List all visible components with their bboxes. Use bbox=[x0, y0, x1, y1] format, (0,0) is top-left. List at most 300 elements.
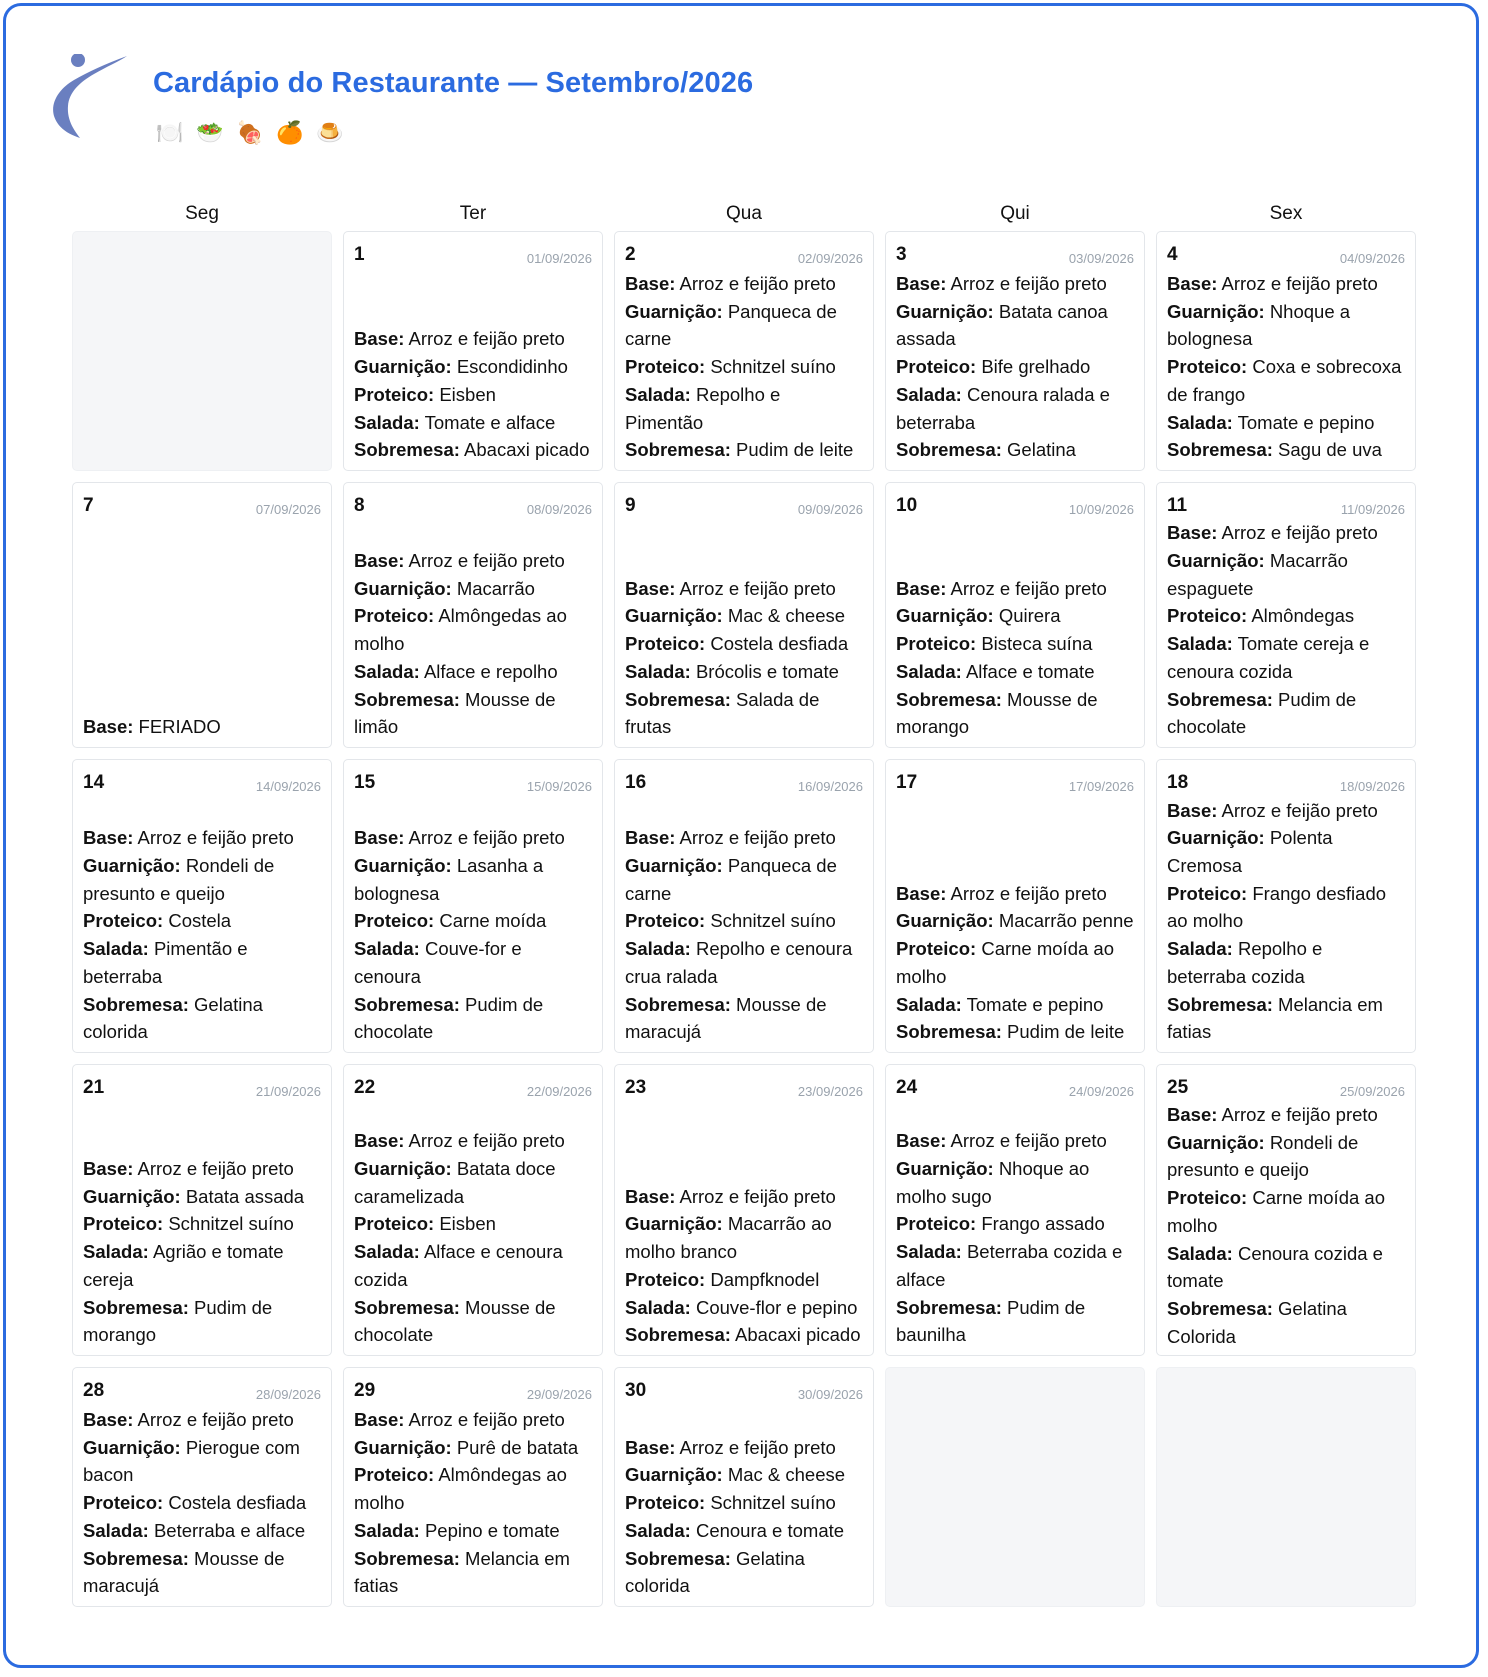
menu-value-base: Arroz e feijão preto bbox=[679, 577, 836, 599]
menu-line-guarnicao bbox=[354, 852, 592, 907]
menu-label-sobremesa: Sobremesa: bbox=[354, 993, 460, 1015]
day-date: 03/09/2026 bbox=[1068, 251, 1134, 266]
menu-label-sobremesa: Sobremesa: bbox=[625, 439, 731, 461]
day-date: 04/09/2026 bbox=[1339, 251, 1405, 266]
menu-line-proteico bbox=[83, 1489, 321, 1517]
menu-line-guarnicao bbox=[625, 852, 863, 907]
menu-label-salada: Salada: bbox=[354, 1519, 420, 1541]
menu-label-sobremesa: Sobremesa: bbox=[625, 688, 731, 710]
menu-value-proteico: Carne moída ao molho bbox=[1167, 1187, 1385, 1236]
day-cell bbox=[72, 1064, 332, 1356]
menu-value-base: Arroz e feijão preto bbox=[1221, 799, 1378, 821]
menu-value-salada: Pimentão e beterraba bbox=[83, 938, 248, 987]
weekday-label: Sex bbox=[1269, 203, 1303, 224]
plate-cutlery-icon: 🍽️ bbox=[156, 121, 184, 146]
menu-label-sobremesa: Sobremesa: bbox=[896, 688, 1002, 710]
menu-line-salada bbox=[354, 658, 592, 686]
menu-label-guarnicao: Guarnição: bbox=[354, 1158, 452, 1180]
menu-label-sobremesa: Sobremesa: bbox=[1167, 1297, 1273, 1319]
menu-line-base bbox=[625, 270, 863, 298]
menu-value-sobremesa: Melancia em fatias bbox=[1167, 993, 1383, 1043]
day-number: 16 bbox=[625, 772, 647, 793]
menu-line-sobremesa bbox=[625, 1545, 863, 1600]
day-date: 24/09/2026 bbox=[1068, 1084, 1134, 1099]
menu-value-guarnicao: Panqueca de carne bbox=[625, 855, 837, 904]
menu-label-guarnicao: Guarnição: bbox=[1167, 550, 1265, 572]
day-date: 23/09/2026 bbox=[797, 1084, 863, 1099]
day-number: 17 bbox=[896, 772, 918, 793]
menu-items bbox=[83, 713, 321, 741]
menu-items bbox=[354, 325, 592, 464]
menu-label-proteico: Proteico: bbox=[354, 1464, 435, 1486]
menu-label-sobremesa: Sobremesa: bbox=[896, 1021, 1002, 1043]
menu-line-guarnicao bbox=[1167, 298, 1405, 353]
menu-label-salada: Salada: bbox=[896, 383, 962, 405]
salad-icon: 🥗 bbox=[196, 121, 224, 146]
menu-value-proteico: Costela desfiada bbox=[710, 633, 849, 655]
menu-value-base: Arroz e feijão preto bbox=[137, 827, 294, 849]
weekday-label: Ter bbox=[459, 203, 487, 224]
menu-line-sobremesa bbox=[83, 1294, 321, 1349]
menu-value-sobremesa: Mousse de chocolate bbox=[354, 1296, 556, 1346]
menu-items bbox=[625, 575, 863, 741]
menu-value-salada: Couve-for e cenoura bbox=[354, 938, 522, 987]
menu-label-salada: Salada: bbox=[1167, 938, 1233, 960]
menu-label-guarnicao: Guarnição: bbox=[83, 1185, 181, 1207]
day-date: 02/09/2026 bbox=[797, 251, 863, 266]
menu-label-salada: Salada: bbox=[83, 1241, 149, 1263]
day-number: 15 bbox=[354, 772, 376, 793]
menu-value-base: Arroz e feijão preto bbox=[408, 1130, 565, 1152]
day-cell bbox=[614, 1064, 874, 1356]
menu-line-salada bbox=[896, 1238, 1134, 1293]
menu-line-proteico bbox=[896, 630, 1134, 658]
menu-line-proteico bbox=[896, 935, 1134, 990]
empty-day-cell bbox=[885, 1367, 1145, 1607]
menu-value-guarnicao: Batata assada bbox=[185, 1185, 305, 1207]
day-number: 3 bbox=[896, 244, 907, 265]
menu-label-guarnicao: Guarnição: bbox=[896, 605, 994, 627]
menu-items bbox=[1167, 1101, 1405, 1350]
day-cell bbox=[72, 759, 332, 1053]
menu-line-sobremesa bbox=[896, 436, 1134, 464]
day-date: 14/09/2026 bbox=[255, 779, 321, 794]
menu-label-proteico: Proteico: bbox=[354, 910, 435, 932]
menu-value-guarnicao: Escondidinho bbox=[456, 356, 568, 378]
menu-line-base bbox=[625, 1434, 863, 1462]
menu-label-proteico: Proteico: bbox=[83, 910, 164, 932]
menu-value-salada: Pepino e tomate bbox=[424, 1519, 560, 1541]
menu-label-base: Base: bbox=[1167, 799, 1218, 821]
menu-value-sobremesa: Melancia em fatias bbox=[354, 1547, 570, 1597]
menu-value-guarnicao: Mac & cheese bbox=[727, 1464, 846, 1486]
menu-label-base: Base: bbox=[83, 716, 134, 738]
menu-items bbox=[354, 824, 592, 1046]
menu-value-salada: Cenoura ralada e beterraba bbox=[896, 383, 1110, 433]
menu-value-base: Arroz e feijão preto bbox=[950, 577, 1107, 599]
menu-value-salada: Alface e cenoura cozida bbox=[354, 1241, 563, 1290]
day-date: 29/09/2026 bbox=[526, 1387, 592, 1402]
menu-value-proteico: Almôngedas ao molho bbox=[354, 605, 567, 655]
menu-line-salada bbox=[83, 1238, 321, 1293]
menu-value-sobremesa: Mousse de morango bbox=[896, 688, 1098, 738]
day-number: 23 bbox=[625, 1077, 647, 1098]
menu-value-guarnicao: Macarrão ao molho branco bbox=[625, 1213, 832, 1263]
day-date: 07/09/2026 bbox=[255, 502, 321, 517]
menu-value-proteico: Almôndegas bbox=[1251, 605, 1355, 627]
menu-line-salada bbox=[83, 935, 321, 990]
menu-value-guarnicao: Polenta Cremosa bbox=[1167, 827, 1333, 877]
day-cell bbox=[885, 759, 1145, 1053]
menu-value-salada: Beterraba e alface bbox=[153, 1519, 306, 1541]
menu-label-salada: Salada: bbox=[896, 660, 962, 682]
menu-label-proteico: Proteico: bbox=[625, 356, 706, 378]
menu-value-base: Arroz e feijão preto bbox=[408, 1409, 565, 1431]
menu-value-proteico: Schnitzel suíno bbox=[710, 356, 836, 378]
day-cell bbox=[614, 482, 874, 748]
menu-label-sobremesa: Sobremesa: bbox=[625, 1547, 731, 1569]
menu-label-proteico: Proteico: bbox=[625, 910, 706, 932]
menu-line-sobremesa bbox=[896, 1294, 1134, 1349]
menu-value-sobremesa: Abacaxi picado bbox=[464, 439, 590, 461]
menu-line-base bbox=[354, 824, 592, 852]
menu-line-salada bbox=[625, 381, 863, 436]
menu-label-salada: Salada: bbox=[83, 938, 149, 960]
menu-line-proteico bbox=[83, 1210, 321, 1238]
menu-label-guarnicao: Guarnição: bbox=[1167, 827, 1265, 849]
menu-items bbox=[1167, 270, 1405, 464]
day-cell bbox=[1156, 759, 1416, 1053]
day-number: 11 bbox=[1167, 495, 1188, 516]
menu-label-sobremesa: Sobremesa: bbox=[896, 1296, 1002, 1318]
menu-line-sobremesa bbox=[896, 1018, 1134, 1046]
day-cell bbox=[72, 482, 332, 748]
day-cell bbox=[1156, 1064, 1416, 1356]
menu-label-proteico: Proteico: bbox=[1167, 605, 1248, 627]
day-cell bbox=[885, 1064, 1145, 1356]
day-cell bbox=[885, 482, 1145, 748]
menu-label-proteico: Proteico: bbox=[354, 605, 435, 627]
menu-label-sobremesa: Sobremesa: bbox=[354, 1296, 460, 1318]
menu-line-sobremesa bbox=[625, 991, 863, 1046]
menu-label-guarnicao: Guarnição: bbox=[354, 356, 452, 378]
weekday-label: Seg bbox=[185, 203, 219, 224]
menu-value-guarnicao: Macarrão penne bbox=[998, 910, 1134, 932]
menu-items bbox=[625, 1183, 863, 1349]
menu-line-salada bbox=[1167, 630, 1405, 685]
menu-label-proteico: Proteico: bbox=[1167, 1187, 1248, 1209]
day-number: 29 bbox=[354, 1380, 376, 1401]
menu-items bbox=[625, 1434, 863, 1600]
menu-items bbox=[1167, 519, 1405, 741]
menu-value-salada: Repolho e cenoura crua ralada bbox=[625, 938, 853, 987]
menu-value-proteico: Coxa e sobrecoxa de frango bbox=[1167, 356, 1402, 405]
menu-line-guarnicao bbox=[1167, 1129, 1405, 1184]
menu-label-base: Base: bbox=[354, 328, 405, 350]
menu-label-guarnicao: Guarnição: bbox=[354, 577, 452, 599]
menu-line-salada bbox=[625, 1517, 863, 1545]
menu-label-guarnicao: Guarnição: bbox=[354, 855, 452, 877]
menu-label-proteico: Proteico: bbox=[354, 1213, 435, 1235]
empty-day-cell bbox=[72, 231, 332, 471]
orange-icon: 🍊 bbox=[276, 121, 304, 146]
menu-value-sobremesa: Pudim de morango bbox=[83, 1296, 273, 1346]
menu-line-base bbox=[1167, 270, 1405, 298]
menu-line-proteico bbox=[896, 1210, 1134, 1238]
menu-value-guarnicao: Mac & cheese bbox=[727, 605, 846, 627]
menu-value-proteico: Bisteca suína bbox=[981, 633, 1093, 655]
menu-line-salada bbox=[83, 1517, 321, 1545]
menu-line-base bbox=[896, 1127, 1134, 1155]
day-number: 24 bbox=[896, 1077, 918, 1098]
menu-line-proteico bbox=[625, 907, 863, 935]
restaurant-logo-icon bbox=[50, 54, 136, 140]
menu-label-guarnicao: Guarnição: bbox=[625, 605, 723, 627]
calendar-grid bbox=[72, 231, 1416, 1607]
menu-value-guarnicao: Macarrão bbox=[456, 577, 535, 599]
menu-line-guarnicao bbox=[1167, 824, 1405, 879]
day-cell bbox=[614, 1367, 874, 1607]
menu-value-salada: Beterraba cozida e alface bbox=[896, 1241, 1123, 1290]
day-cell bbox=[72, 1367, 332, 1607]
menu-line-guarnicao bbox=[83, 1434, 321, 1489]
menu-label-base: Base: bbox=[625, 1185, 676, 1207]
menu-value-base: Arroz e feijão preto bbox=[408, 550, 565, 572]
menu-line-base bbox=[896, 880, 1134, 908]
menu-line-guarnicao bbox=[354, 575, 592, 603]
menu-value-guarnicao: Lasanha a bolognesa bbox=[354, 855, 544, 904]
menu-line-proteico bbox=[354, 907, 592, 935]
menu-label-base: Base: bbox=[1167, 273, 1218, 295]
menu-label-guarnicao: Guarnição: bbox=[896, 300, 994, 322]
menu-line-base bbox=[625, 824, 863, 852]
menu-line-guarnicao bbox=[896, 602, 1134, 630]
menu-value-base: Arroz e feijão preto bbox=[950, 273, 1107, 295]
menu-items bbox=[625, 824, 863, 1046]
menu-value-salada: Repolho e Pimentão bbox=[625, 383, 781, 433]
menu-line-salada bbox=[625, 658, 863, 686]
menu-label-guarnicao: Guarnição: bbox=[83, 855, 181, 877]
menu-line-sobremesa bbox=[354, 991, 592, 1046]
menu-label-base: Base: bbox=[896, 1130, 947, 1152]
day-number: 28 bbox=[83, 1380, 105, 1401]
menu-line-base bbox=[354, 1127, 592, 1155]
menu-label-proteico: Proteico: bbox=[625, 633, 706, 655]
menu-line-proteico bbox=[896, 353, 1134, 381]
menu-label-guarnicao: Guarnição: bbox=[625, 855, 723, 877]
day-cell bbox=[343, 482, 603, 748]
menu-value-sobremesa: Salada de frutas bbox=[625, 688, 820, 738]
menu-value-sobremesa: Pudim de baunilha bbox=[896, 1296, 1086, 1346]
menu-value-base: Arroz e feijão preto bbox=[408, 827, 565, 849]
menu-line-sobremesa bbox=[625, 1321, 863, 1349]
day-cell bbox=[1156, 231, 1416, 471]
menu-line-salada bbox=[1167, 935, 1405, 990]
menu-value-proteico: Eisben bbox=[439, 1213, 496, 1235]
menu-label-salada: Salada: bbox=[354, 660, 420, 682]
menu-line-base bbox=[354, 325, 592, 353]
menu-line-base bbox=[83, 713, 321, 741]
menu-value-proteico: Carne moída bbox=[439, 910, 547, 932]
menu-line-sobremesa bbox=[896, 686, 1134, 741]
page-title: Cardápio do Restaurante — Setembro/2026 bbox=[153, 67, 754, 99]
menu-label-guarnicao: Guarnição: bbox=[896, 1158, 994, 1180]
menu-line-salada bbox=[354, 935, 592, 990]
empty-day-cell bbox=[1156, 1367, 1416, 1607]
menu-items bbox=[83, 1406, 321, 1600]
day-number: 10 bbox=[896, 495, 918, 516]
day-number: 1 bbox=[354, 244, 365, 265]
menu-line-guarnicao bbox=[83, 852, 321, 907]
day-cell bbox=[343, 1064, 603, 1356]
menu-label-sobremesa: Sobremesa: bbox=[1167, 688, 1273, 710]
menu-value-proteico: Schnitzel suíno bbox=[168, 1213, 294, 1235]
menu-value-base: Arroz e feijão preto bbox=[1221, 1104, 1378, 1125]
day-date: 21/09/2026 bbox=[255, 1084, 321, 1099]
menu-label-sobremesa: Sobremesa: bbox=[625, 993, 731, 1015]
day-date: 16/09/2026 bbox=[797, 779, 863, 794]
menu-line-guarnicao bbox=[354, 1155, 592, 1210]
menu-line-salada bbox=[896, 381, 1134, 436]
menu-label-base: Base: bbox=[896, 273, 947, 295]
menu-value-guarnicao: Nhoque ao molho sugo bbox=[896, 1158, 1090, 1207]
pudding-icon: 🍮 bbox=[316, 121, 344, 146]
menu-line-base bbox=[354, 547, 592, 575]
day-date: 11/09/2026 bbox=[1340, 502, 1405, 517]
menu-value-sobremesa: Gelatina colorida bbox=[625, 1547, 805, 1597]
menu-label-sobremesa: Sobremesa: bbox=[1167, 439, 1273, 461]
menu-value-guarnicao: Panqueca de carne bbox=[625, 300, 837, 350]
menu-value-salada: Repolho e beterraba cozida bbox=[1167, 938, 1323, 987]
menu-line-guarnicao bbox=[896, 1155, 1134, 1210]
menu-line-base bbox=[83, 1155, 321, 1183]
menu-line-proteico bbox=[354, 1210, 592, 1238]
menu-value-base: Arroz e feijão preto bbox=[950, 1130, 1107, 1152]
day-number: 4 bbox=[1167, 244, 1178, 265]
menu-items bbox=[896, 1127, 1134, 1349]
menu-value-proteico: Frango assado bbox=[981, 1213, 1105, 1235]
menu-value-salada: Tomate cereja e cenoura cozida bbox=[1167, 633, 1370, 682]
menu-label-salada: Salada: bbox=[354, 938, 420, 960]
menu-items bbox=[896, 575, 1134, 741]
menu-value-base: FERIADO bbox=[138, 716, 221, 738]
menu-value-salada: Couve-flor e pepino bbox=[695, 1296, 858, 1318]
menu-label-guarnicao: Guarnição: bbox=[625, 300, 723, 322]
menu-value-guarnicao: Batata doce caramelizada bbox=[354, 1158, 556, 1207]
menu-value-proteico: Bife grelhado bbox=[981, 356, 1091, 378]
menu-label-guarnicao: Guarnição: bbox=[625, 1213, 723, 1235]
menu-label-base: Base: bbox=[625, 1436, 676, 1458]
menu-label-base: Base: bbox=[625, 577, 676, 599]
menu-line-salada bbox=[625, 1294, 863, 1322]
day-cell bbox=[614, 759, 874, 1053]
menu-label-proteico: Proteico: bbox=[896, 633, 977, 655]
day-number: 21 bbox=[83, 1077, 105, 1098]
menu-value-guarnicao: Purê de batata bbox=[456, 1436, 579, 1458]
day-date: 15/09/2026 bbox=[526, 779, 592, 794]
menu-label-proteico: Proteico: bbox=[354, 383, 435, 405]
menu-label-salada: Salada: bbox=[625, 660, 691, 682]
menu-items bbox=[83, 1155, 321, 1349]
menu-label-salada: Salada: bbox=[354, 411, 420, 433]
menu-line-sobremesa bbox=[354, 686, 592, 741]
day-number: 30 bbox=[625, 1380, 647, 1401]
menu-value-guarnicao: Macarrão espaguete bbox=[1167, 550, 1348, 599]
menu-line-base bbox=[896, 575, 1134, 603]
menu-line-salada bbox=[1167, 1240, 1405, 1295]
menu-line-base bbox=[354, 1406, 592, 1434]
menu-line-base bbox=[625, 1183, 863, 1211]
menu-value-proteico: Costela desfiada bbox=[168, 1492, 307, 1514]
menu-value-sobremesa: Mousse de maracujá bbox=[625, 993, 827, 1043]
menu-items bbox=[1167, 797, 1405, 1046]
menu-label-guarnicao: Guarnição: bbox=[354, 1436, 452, 1458]
menu-label-sobremesa: Sobremesa: bbox=[83, 1547, 189, 1569]
menu-value-sobremesa: Pudim de leite bbox=[736, 439, 854, 461]
menu-label-sobremesa: Sobremesa: bbox=[83, 1296, 189, 1318]
menu-label-salada: Salada: bbox=[354, 1241, 420, 1263]
day-date: 01/09/2026 bbox=[526, 251, 592, 266]
menu-label-salada: Salada: bbox=[1167, 1242, 1233, 1264]
day-date: 25/09/2026 bbox=[1339, 1084, 1405, 1099]
menu-line-guarnicao bbox=[625, 1210, 863, 1265]
menu-label-guarnicao: Guarnição: bbox=[1167, 300, 1265, 322]
menu-value-proteico: Eisben bbox=[439, 383, 496, 405]
menu-value-proteico: Dampfknodel bbox=[710, 1268, 820, 1290]
menu-value-guarnicao: Pierogue com bacon bbox=[83, 1436, 300, 1486]
menu-items bbox=[896, 880, 1134, 1046]
menu-label-proteico: Proteico: bbox=[896, 356, 977, 378]
menu-line-sobremesa bbox=[354, 436, 592, 464]
menu-value-sobremesa: Gelatina Colorida bbox=[1167, 1297, 1347, 1347]
menu-line-proteico bbox=[625, 1266, 863, 1294]
menu-label-salada: Salada: bbox=[625, 1296, 691, 1318]
menu-value-sobremesa: Mousse de limão bbox=[354, 688, 556, 738]
menu-items bbox=[625, 270, 863, 464]
menu-line-salada bbox=[625, 935, 863, 990]
menu-label-salada: Salada: bbox=[83, 1519, 149, 1541]
menu-value-base: Arroz e feijão preto bbox=[1221, 273, 1378, 295]
weekday-label: Qui bbox=[1000, 203, 1030, 224]
menu-label-guarnicao: Guarnição: bbox=[625, 1464, 723, 1486]
day-date: 22/09/2026 bbox=[526, 1084, 592, 1099]
menu-value-sobremesa: Abacaxi picado bbox=[735, 1324, 861, 1346]
day-date: 17/09/2026 bbox=[1068, 779, 1134, 794]
menu-label-guarnicao: Guarnição: bbox=[83, 1436, 181, 1458]
menu-label-proteico: Proteico: bbox=[83, 1492, 164, 1514]
menu-value-guarnicao: Nhoque a bolognesa bbox=[1167, 300, 1351, 350]
menu-line-guarnicao bbox=[354, 1434, 592, 1462]
menu-line-base bbox=[83, 1406, 321, 1434]
menu-value-proteico: Almôndegas ao molho bbox=[354, 1464, 567, 1514]
menu-value-proteico: Carne moída ao molho bbox=[896, 938, 1114, 987]
menu-line-proteico bbox=[1167, 880, 1405, 935]
menu-label-sobremesa: Sobremesa: bbox=[625, 1324, 731, 1346]
weekday-header bbox=[72, 203, 1416, 229]
menu-label-base: Base: bbox=[83, 1409, 134, 1431]
day-cell bbox=[343, 1367, 603, 1607]
menu-value-sobremesa: Sagu de uva bbox=[1278, 439, 1382, 461]
menu-items bbox=[83, 824, 321, 1046]
menu-line-salada bbox=[896, 991, 1134, 1019]
day-date: 30/09/2026 bbox=[797, 1387, 863, 1402]
menu-line-guarnicao bbox=[896, 907, 1134, 935]
menu-value-base: Arroz e feijão preto bbox=[679, 1436, 836, 1458]
food-icons-row bbox=[156, 120, 356, 146]
menu-value-salada: Brócolis e tomate bbox=[695, 660, 839, 682]
menu-items bbox=[354, 1127, 592, 1349]
menu-line-proteico bbox=[83, 907, 321, 935]
